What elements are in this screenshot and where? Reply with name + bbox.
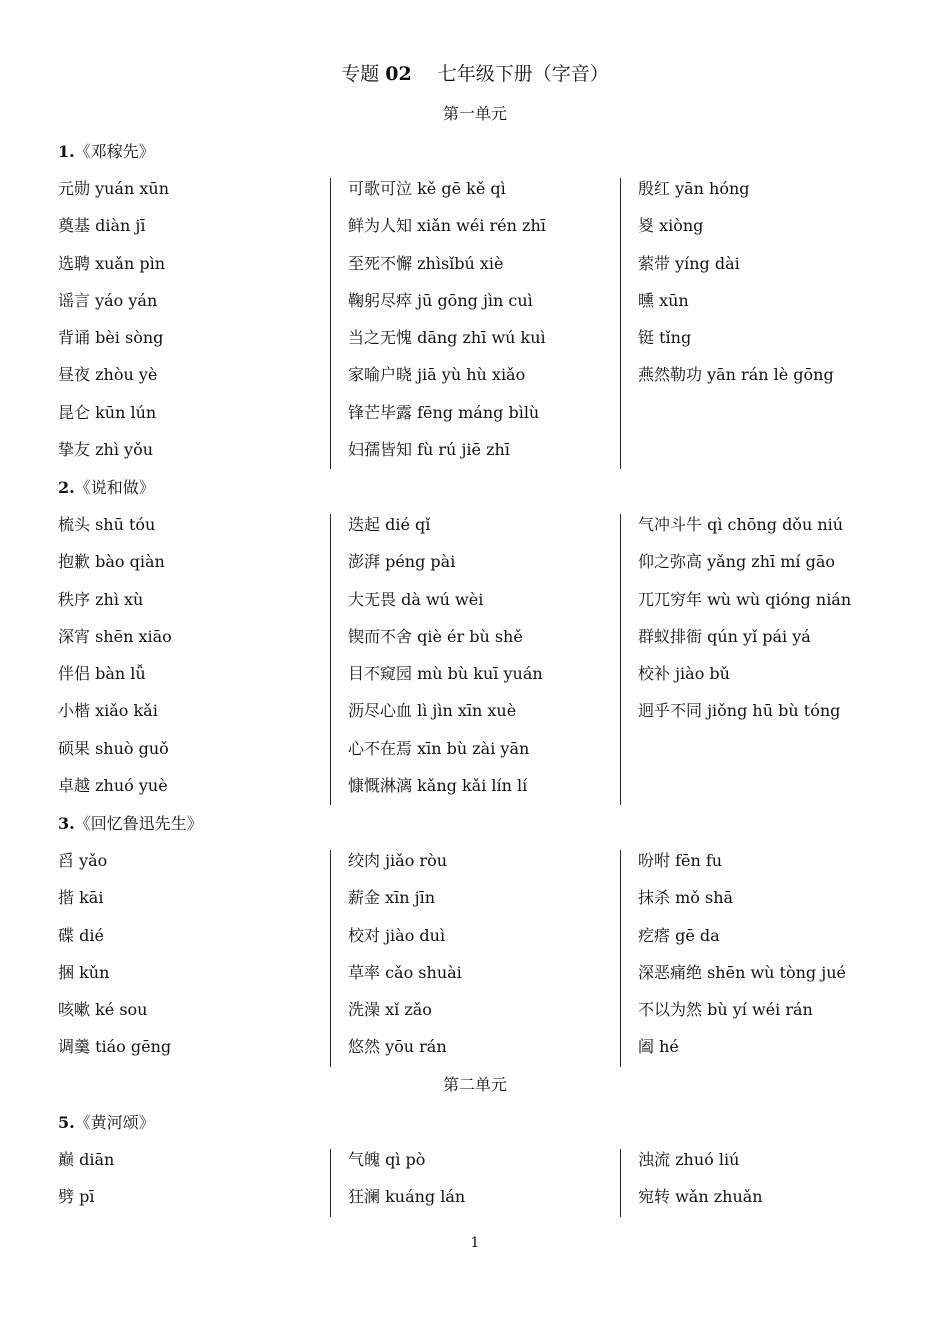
vocab-item: 狂澜 kuáng lán (348, 1187, 466, 1207)
vocab-grid (0, 1149, 950, 1217)
vocab-item: 洗澡 xǐ zǎo (348, 1000, 432, 1020)
vocab-item: 迥乎不同 jiǒng hū bù tóng (638, 701, 841, 721)
vocab-item: 锲而不舍 qiè ér bù shě (348, 626, 523, 646)
vocab-item: 㚇 xiòng (638, 216, 704, 236)
lesson-number: 5. (58, 1113, 75, 1132)
column-divider (620, 178, 621, 469)
vocab-item: 揩 kāi (58, 888, 104, 908)
unit-heading-2: 第二单元 (442, 1075, 507, 1094)
vocab-item: 谣言 yáo yán (58, 290, 158, 310)
vocab-item: 抹杀 mǒ shā (638, 888, 734, 908)
vocab-item: 绞肉 jiǎo ròu (348, 851, 448, 870)
vocab-item: 不以为然 bù yí wéi rán (638, 1000, 813, 1020)
vocab-item: 调羹 tiáo gēng (58, 1037, 172, 1057)
vocab-item: 捆 kǔn (58, 962, 110, 982)
vocab-item: 鞠躬尽瘁 jū gōng jìn cuì (348, 290, 533, 310)
column-divider (330, 850, 331, 1067)
vocab-item: 气冲斗牛 qì chōng dǒu niú (638, 515, 844, 534)
vocab-item: 曛 xūn (638, 290, 689, 310)
lesson-heading (58, 1112, 155, 1134)
vocab-item: 薪金 xīn jīn (348, 888, 436, 908)
column-divider (620, 850, 621, 1067)
vocab-item: 至死不懈 zhìsǐbú xiè (348, 253, 504, 273)
lesson-title: 《说和做》 (74, 478, 155, 497)
lesson-heading (58, 477, 155, 499)
vocab-item: 阖 hé (638, 1037, 679, 1057)
vocab-item: 浊流 zhuó liú (638, 1150, 740, 1169)
vocab-grid (0, 514, 950, 805)
vocab-column (58, 850, 171, 1074)
vocab-item: 抱歉 bào qiàn (58, 552, 165, 572)
vocab-item: 可歌可泣 kě gē kě qì (348, 179, 506, 198)
vocab-item: 昆仑 kūn lún (58, 402, 157, 422)
vocab-item: 气魄 qì pò (348, 1150, 426, 1169)
vocab-item: 昼夜 zhòu yè (58, 365, 158, 385)
vocab-column (348, 1149, 465, 1224)
vocab-item: 咳嗽 ké sou (58, 1000, 148, 1020)
lesson-title: 《回忆鲁迅先生》 (74, 814, 203, 833)
vocab-column (638, 850, 846, 1074)
column-divider (330, 178, 331, 469)
vocab-item: 背诵 bèi sòng (58, 328, 164, 348)
vocab-column (638, 514, 851, 738)
lesson-heading (58, 141, 155, 163)
vocab-item: 目不窥园 mù bù kuī yuán (348, 664, 543, 684)
vocab-column (348, 850, 462, 1074)
vocab-item: 家喻户晓 jiā yù hù xiǎo (348, 365, 526, 385)
lesson-heading (58, 813, 203, 835)
vocab-column (58, 178, 169, 476)
column-divider (620, 1149, 621, 1217)
vocab-item: 小楷 xiǎo kǎi (58, 701, 158, 721)
column-divider (330, 514, 331, 805)
vocab-item: 大无畏 dà wú wèi (348, 589, 484, 609)
vocab-item: 草率 cǎo shuài (348, 962, 462, 982)
title-number: 02 (385, 63, 412, 85)
vocab-item: 澎湃 péng pài (348, 552, 456, 572)
vocab-item: 劈 pī (58, 1187, 95, 1207)
column-divider (330, 1149, 331, 1217)
vocab-item: 吩咐 fēn fu (638, 851, 723, 870)
vocab-item: 伴侣 bàn lǚ (58, 664, 146, 684)
vocab-item: 妇孺皆知 fù rú jiē zhī (348, 440, 510, 460)
vocab-item: 沥尽心血 lì jìn xīn xuè (348, 701, 517, 721)
vocab-item: 仰之弥高 yǎng zhī mí gāo (638, 552, 836, 572)
vocab-item: 选聘 xuǎn pìn (58, 253, 166, 273)
vocab-item: 萦带 yíng dài (638, 253, 740, 273)
vocab-column (638, 1149, 763, 1224)
page-number: 1 (470, 1235, 480, 1251)
vocab-column (58, 1149, 114, 1224)
vocab-item: 燕然勒功 yān rán lè gōng (638, 365, 834, 385)
vocab-grid (0, 850, 950, 1067)
vocab-item: 锋芒毕露 fēng máng bìlù (348, 402, 540, 422)
lesson-number: 1. (58, 142, 75, 161)
lesson-title: 《黄河颂》 (74, 1113, 155, 1132)
vocab-item: 悠然 yōu rán (348, 1037, 447, 1057)
vocab-item: 疙瘩 gē da (638, 925, 720, 945)
vocab-grid (0, 178, 950, 469)
vocab-item: 元勋 yuán xūn (58, 179, 169, 198)
vocab-item: 宛转 wǎn zhuǎn (638, 1187, 763, 1207)
vocab-column (348, 514, 543, 812)
vocab-item: 校对 jiào duì (348, 925, 446, 945)
unit-heading-1: 第一单元 (442, 104, 507, 123)
vocab-item: 挚友 zhì yǒu (58, 440, 154, 460)
vocab-item: 心不在焉 xīn bù zài yān (348, 738, 530, 758)
vocab-item: 卓越 zhuó yuè (58, 776, 168, 796)
vocab-item: 秩序 zhì xù (58, 589, 144, 609)
vocab-item: 群蚁排衙 qún yǐ pái yá (638, 626, 811, 646)
document-title (0, 61, 950, 87)
vocab-item: 迭起 dié qǐ (348, 515, 431, 534)
vocab-item: 奠基 diàn jī (58, 216, 146, 236)
column-divider (620, 514, 621, 805)
lesson-title: 《邓稼先》 (74, 142, 155, 161)
vocab-item: 深恶痛绝 shēn wù tòng jué (638, 962, 846, 982)
vocab-item: 殷红 yān hóng (638, 179, 750, 198)
vocab-item: 兀兀穷年 wù wù qióng nián (638, 589, 852, 609)
title-rest: 七年级下册（字音） (437, 63, 609, 85)
vocab-column (348, 178, 546, 476)
vocab-item: 硕果 shuò guǒ (58, 738, 169, 758)
vocab-item: 舀 yǎo (58, 851, 108, 870)
vocab-item: 深宵 shēn xiāo (58, 626, 172, 646)
vocab-column (58, 514, 172, 812)
vocab-item: 鲜为人知 xiǎn wéi rén zhī (348, 216, 546, 236)
vocab-item: 铤 tǐng (638, 328, 692, 348)
vocab-item: 碟 dié (58, 925, 104, 945)
lesson-number: 2. (58, 478, 75, 497)
vocab-item: 当之无愧 dāng zhī wú kuì (348, 328, 546, 348)
lesson-number: 3. (58, 814, 75, 833)
vocab-item: 慷慨淋漓 kǎng kǎi lín lí (348, 776, 528, 796)
vocab-column (638, 178, 834, 402)
vocab-item: 梳头 shū tóu (58, 515, 156, 534)
vocab-item: 巅 diān (58, 1150, 115, 1169)
vocab-item: 校补 jiào bǔ (638, 664, 730, 684)
title-prefix: 专题 (341, 63, 380, 85)
